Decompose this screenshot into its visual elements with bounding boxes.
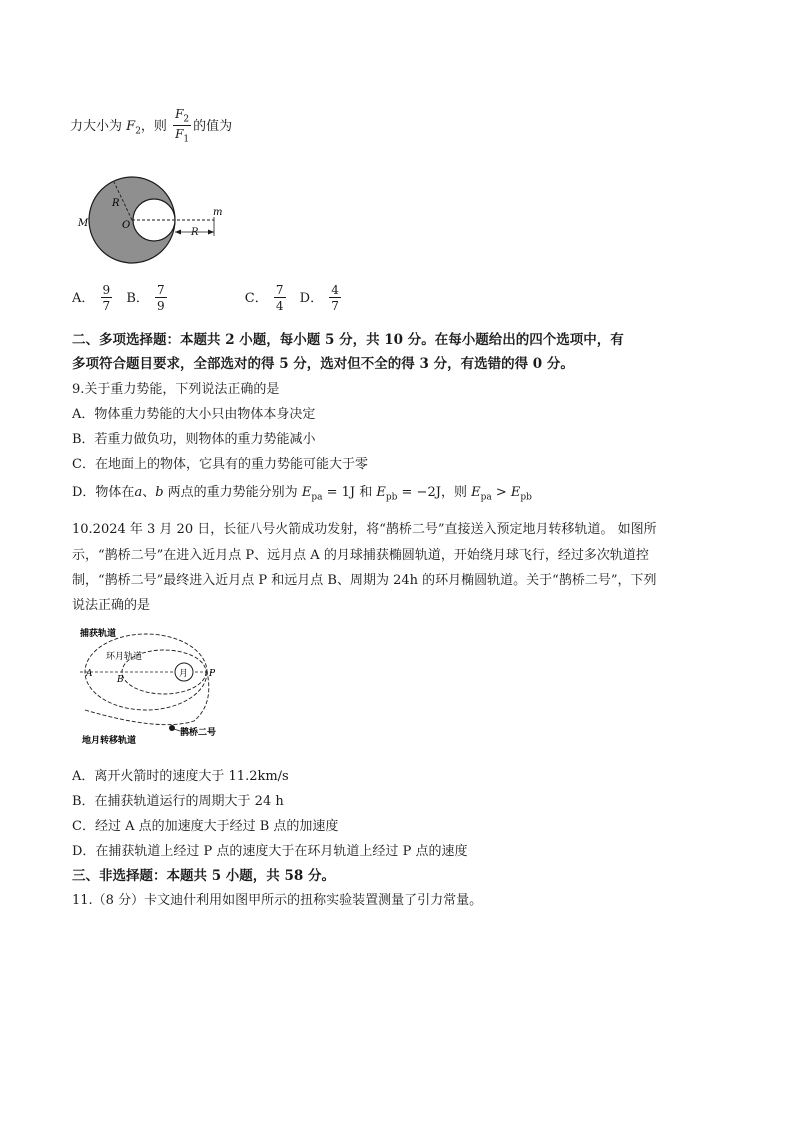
label-M: M (78, 218, 89, 229)
q9-d-eq2-sub: pb (385, 492, 398, 503)
q8-frac-den: F (175, 127, 184, 142)
dimension-arrow-right (208, 230, 214, 235)
q8-option-b-letter: B． (126, 290, 149, 306)
q9-option-b: B．若重力做负功，则物体的重力势能减小 (72, 432, 316, 447)
q9-option-d (72, 481, 532, 503)
q8-option-a-num: 9 (102, 283, 111, 297)
q10-option-a: A．离开火箭时的速度大于 11.2km/s (72, 769, 289, 784)
q8-option-a (72, 283, 118, 313)
q8-frac-num: F (175, 107, 184, 121)
q8-option-a-letter: A． (72, 290, 95, 306)
q8-option-d (299, 283, 343, 313)
q9-d-eq2-val: = −2J (397, 485, 441, 500)
q8-ratio-fraction (173, 108, 191, 145)
q9-stem: 9.关于重力势能，下列说法正确的是 (72, 382, 280, 397)
q8-option-d-num: 4 (331, 283, 339, 297)
label-capture-orbit: 捕获轨道 (80, 629, 117, 639)
q9-d-eq1-val: = 1J (322, 485, 356, 500)
q8-option-c-den: 4 (275, 299, 284, 313)
label-A: A (86, 669, 93, 679)
q8-option-c (244, 283, 292, 313)
q8-sphere-figure (74, 170, 234, 270)
q10-line3: 制，“鹊桥二号”最终进入近月点 P 和远月点 B、周期为 24h 的环月椭圆轨道。关于“鹊桥二号”，下列 (72, 573, 657, 588)
label-moon: 月 (179, 669, 189, 679)
q10-line1: 10.2024 年 3 月 20 日，长征八号火箭成功发射，将“鹊桥二号”直接送入预定地月转移轨道。 如图所 (72, 522, 657, 537)
q8-frac-den-sub: 1 (183, 134, 190, 145)
q9-d-cmp2: E (510, 485, 521, 500)
q9-d-cmp-op: > (491, 485, 511, 500)
q8-option-b-num: 7 (157, 283, 165, 297)
label-O: O (122, 220, 131, 231)
q9-d-text5: ，则 (440, 485, 472, 500)
label-B: B (117, 675, 124, 685)
section3-title: 三、非选择题：本题共 5 小题，共 58 分。 (72, 868, 335, 884)
q9-d-eq2: E (376, 485, 386, 500)
q10-line2: 示，“鹊桥二号”在进入近月点 P、远月点 A 的月球捕获椭圆轨道，开始绕月球飞行，经过多次轨道控 (72, 548, 649, 563)
dimension-arrow-left (175, 230, 181, 235)
q9-d-eq1-sub: pa (311, 492, 323, 503)
section2-line2: 多项符合题目要求，全部选对的得 5 分，选对但不全的得 3 分，有选错的得 0 分。 (72, 356, 574, 372)
q8-option-c-letter: C． (244, 290, 268, 306)
q9-d-eq1: E (301, 485, 312, 500)
q9-d-b: b (155, 485, 164, 500)
label-R-distance: R (191, 227, 199, 238)
q9-option-a: A．物体重力势能的大小只由物体本身决定 (72, 407, 316, 422)
q8-stem-suffix: 的值为 (193, 118, 233, 134)
q10-orbit-figure (80, 624, 280, 748)
q9-d-text3: 两点的重力势能分别为 (163, 485, 302, 500)
label-lunar-orbit: 环月轨道 (106, 652, 143, 662)
q9-d-a: a (134, 485, 143, 500)
q9-option-c: C．在地面上的物体，它具有的重力势能可能大于零 (72, 457, 368, 472)
q9-d-cmp2-sub: pb (520, 492, 532, 503)
q10-option-d: D．在捕获轨道上经过 P 点的速度大于在环月轨道上经过 P 点的速度 (72, 844, 468, 859)
q8-stem-prefix: 力大小为 (70, 118, 123, 134)
label-R-radius: R (112, 198, 120, 209)
q8-option-a-den: 7 (102, 299, 111, 313)
q8-option-d-letter: D． (299, 290, 324, 306)
section2-line1: 二、多项选择题：本题共 2 小题，每小题 5 分，共 10 分。在每小题给出的四个选项中，有 (72, 332, 624, 348)
q8-stem-mid: ，则 (140, 118, 167, 134)
q9-d-text2: 、 (142, 485, 156, 500)
q8-option-b-den: 9 (157, 299, 165, 313)
q9-d-text4: 和 (355, 485, 377, 500)
label-satellite: 鹊桥二号 (180, 728, 217, 738)
label-transfer-orbit: 地月转移轨道 (82, 736, 137, 746)
q8-frac-num-sub: 2 (183, 114, 190, 125)
q10-option-b: B．在捕获轨道运行的周期大于 24 h (72, 794, 284, 809)
label-m: m (213, 207, 223, 218)
q8-option-b (126, 283, 172, 313)
q9-d-cmp1-sub: pa (480, 492, 492, 503)
satellite-marker (169, 725, 175, 731)
q9-d-text1: D．物体在 (72, 485, 135, 500)
q8-options (72, 284, 343, 312)
q9-d-cmp1: E (471, 485, 481, 500)
q11-stem: 11.（8 分）卡文迪什利用如图甲所示的扭称实验装置测量了引力常量。 (72, 893, 483, 908)
q8-option-d-den: 7 (331, 299, 339, 313)
q8-stem-f2-sub: 2 (135, 126, 141, 137)
label-P: P (209, 669, 216, 679)
q8-stem (70, 108, 232, 145)
q10-line4: 说法正确的是 (72, 598, 151, 613)
q8-stem-f2: F (126, 118, 136, 134)
q8-option-c-num: 7 (275, 283, 284, 297)
q10-option-c: C．经过 A 点的加速度大于经过 B 点的加速度 (72, 819, 339, 834)
